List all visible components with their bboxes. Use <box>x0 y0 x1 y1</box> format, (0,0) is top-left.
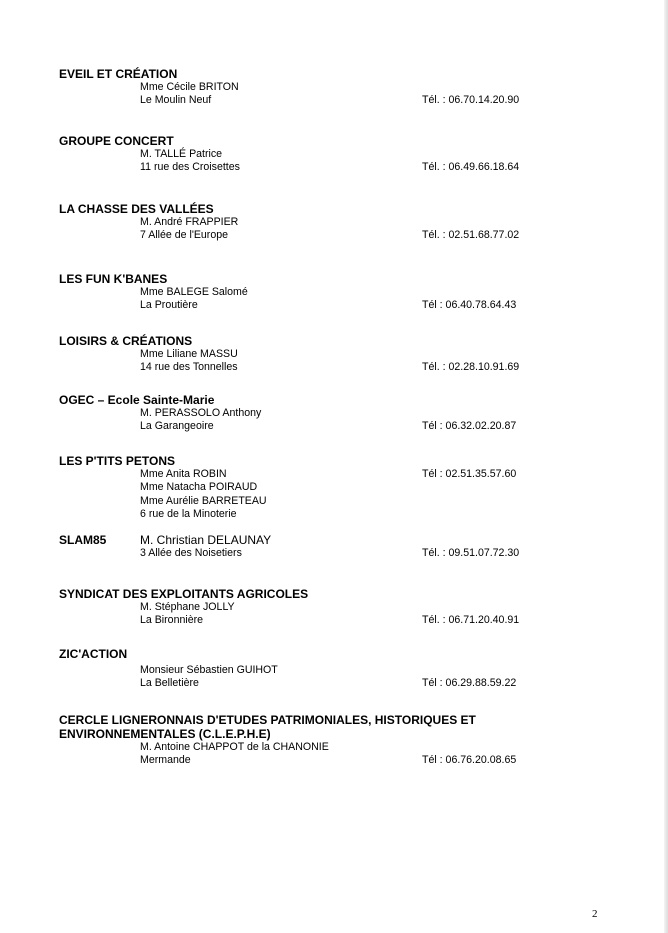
association-title: OGEC – Ecole Sainte-Marie <box>59 393 215 407</box>
association-title: LOISIRS & CRÉATIONS <box>59 334 193 348</box>
contact-name: Mme BALEGE Salomé <box>140 286 248 298</box>
phone-number: Tél. : 02.51.68.77.02 <box>422 229 520 242</box>
association-entry <box>59 134 539 175</box>
association-entry <box>59 647 539 691</box>
association-title: LES P'TITS PETONS <box>59 454 175 468</box>
phone-number: Tél : 06.76.20.08.65 <box>422 754 517 767</box>
association-title: SLAM85 <box>59 533 107 547</box>
association-title: CERCLE LIGNERONNAIS D'ETUDES PATRIMONIALES, HISTORIQUES ET ENVIRONNEMENTALES (C.L.E.P.H.E) <box>59 713 476 741</box>
contact-address: La Garangeoire Tél : 06.32.02.20.87 <box>140 420 517 433</box>
contact-address: Le Moulin Neuf Tél. : 06.70.14.20.90 <box>140 94 520 107</box>
contact-address: La Belletière Tél : 06.29.88.59.22 <box>140 677 517 690</box>
contact-address: 14 rue des Tonnelles Tél. : 02.28.10.91.69 <box>140 361 520 374</box>
contact-name: Mme Aurélie BARRETEAU <box>140 494 267 507</box>
page-number: 2 <box>592 908 598 920</box>
contact-name: M. Antoine CHAPPOT de la CHANONIE <box>140 741 329 753</box>
contact-name: M. PERASSOLO Anthony <box>140 407 262 419</box>
association-title: ZIC'ACTION <box>59 647 128 661</box>
phone-number: Tél : 06.40.78.64.43 <box>422 299 517 312</box>
contact-name: M. Christian DELAUNAY <box>140 533 272 547</box>
phone-number: Tél. : 06.71.20.40.91 <box>422 614 520 627</box>
association-entry <box>59 587 539 628</box>
association-title: EVEIL ET CRÉATION <box>59 67 178 81</box>
contact-name: Mme Natacha POIRAUD <box>140 481 258 494</box>
association-entry <box>59 202 539 243</box>
contact-name: M. TALLÉ Patrice <box>140 148 223 160</box>
association-title: SYNDICAT DES EXPLOITANTS AGRICOLES <box>59 587 309 601</box>
phone-number: Tél. : 06.70.14.20.90 <box>422 94 520 107</box>
phone-number: Tél. : 02.28.10.91.69 <box>422 361 520 374</box>
phone-number: Tél : 02.51.35.57.60 <box>422 468 517 480</box>
phone-number: Tél. : 06.49.66.18.64 <box>422 161 520 174</box>
contact-address: 11 rue des Croisettes Tél. : 06.49.66.18.64 <box>140 161 520 174</box>
association-title: LES FUN K'BANES <box>59 272 168 286</box>
association-title: LA CHASSE DES VALLÉES <box>59 202 214 216</box>
page-edge-shadow <box>664 0 668 933</box>
contact-name: Mme Cécile BRITON <box>140 81 239 93</box>
contact-name: M. Stéphane JOLLY <box>140 601 235 613</box>
contact-address: La Bironnière Tél. : 06.71.20.40.91 <box>140 614 520 627</box>
contact-address: 3 Allée des Noisetiers Tél. : 09.51.07.72.30 <box>140 547 520 559</box>
association-entry <box>59 713 539 768</box>
association-title: GROUPE CONCERT <box>59 134 174 148</box>
association-entry <box>59 533 539 560</box>
phone-number: Tél. : 09.51.07.72.30 <box>422 547 520 559</box>
phone-number: Tél : 06.29.88.59.22 <box>422 677 517 690</box>
association-entry <box>59 67 539 108</box>
contact-name: Monsieur Sébastien GUIHOT <box>140 664 278 676</box>
association-entry <box>59 454 539 522</box>
contact-address: La Proutière Tél : 06.40.78.64.43 <box>140 299 517 312</box>
contact-address: 6 rue de la Minoterie <box>140 508 237 521</box>
contact-name: M. André FRAPPIER <box>140 216 239 228</box>
contact-address: Mermande Tél : 06.76.20.08.65 <box>140 754 517 767</box>
association-entry <box>59 272 539 313</box>
contact-address: 7 Allée de l'Europe Tél. : 02.51.68.77.02 <box>140 229 520 242</box>
association-entry <box>59 393 539 434</box>
phone-number: Tél : 06.32.02.20.87 <box>422 420 517 433</box>
contact-name: Mme Anita ROBIN Tél : 02.51.35.57.60 <box>140 468 517 480</box>
contact-name: Mme Liliane MASSU <box>140 348 238 360</box>
association-entry <box>59 334 539 375</box>
